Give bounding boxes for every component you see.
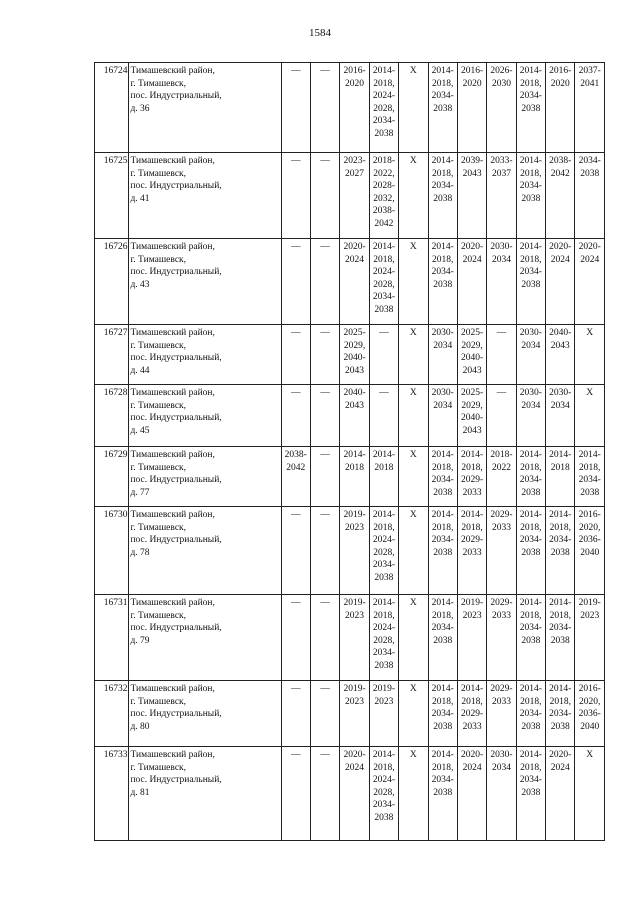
period-cell: 2020- 2024 [575, 239, 605, 325]
table-row [95, 507, 605, 595]
period-cell: — [281, 239, 310, 325]
table-row [95, 595, 605, 681]
period-cell: 2019- 2023 [369, 681, 398, 747]
period-cell: — [310, 325, 339, 385]
period-cell: 2016- 2020, 2036- 2040 [575, 507, 605, 595]
period-cell: 2014- 2018, 2034- 2038 [428, 447, 457, 507]
period-cell: 2014- 2018 [340, 447, 369, 507]
table-row [95, 325, 605, 385]
row-id: 16725 [95, 153, 129, 239]
period-cell: 2014- 2018, 2034- 2038 [516, 239, 545, 325]
period-cell: 2030- 2034 [428, 325, 457, 385]
period-cell: 2019- 2023 [340, 681, 369, 747]
period-cell: — [310, 63, 339, 153]
period-cell: — [310, 507, 339, 595]
period-cell: 2018- 2022, 2028- 2032, 2038- 2042 [369, 153, 398, 239]
row-address: Тимашевский район, г. Тимашевск, пос. Индустриальный, д. 77 [129, 447, 281, 507]
period-cell: — [281, 325, 310, 385]
table-row [95, 747, 605, 841]
row-address: Тимашевский район, г. Тимашевск, пос. Индустриальный, д. 79 [129, 595, 281, 681]
period-cell: — [369, 385, 398, 447]
row-address: Тимашевский район, г. Тимашевск, пос. Индустриальный, д. 44 [129, 325, 281, 385]
period-cell: 2019- 2023 [575, 595, 605, 681]
period-cell: 2040- 2043 [340, 385, 369, 447]
row-id: 16731 [95, 595, 129, 681]
period-cell: 2014- 2018, 2029- 2033 [457, 681, 486, 747]
period-cell: X [399, 681, 428, 747]
period-cell: — [310, 747, 339, 841]
row-id: 16727 [95, 325, 129, 385]
period-cell: 2025- 2029, 2040- 2043 [340, 325, 369, 385]
period-cell: 2014- 2018, 2034- 2038 [428, 63, 457, 153]
period-cell: 2014- 2018, 2034- 2038 [546, 681, 575, 747]
period-cell: 2030- 2034 [516, 385, 545, 447]
period-cell: 2025- 2029, 2040- 2043 [457, 325, 486, 385]
period-cell: — [310, 385, 339, 447]
period-cell: X [399, 447, 428, 507]
period-cell: X [399, 63, 428, 153]
schedule-table [94, 62, 605, 841]
period-cell: 2014- 2018, 2034- 2038 [428, 595, 457, 681]
row-address: Тимашевский район, г. Тимашевск, пос. Индустриальный, д. 78 [129, 507, 281, 595]
period-cell: — [310, 595, 339, 681]
period-cell: 2014- 2018, 2034- 2038 [516, 681, 545, 747]
period-cell: X [575, 385, 605, 447]
period-cell: — [281, 747, 310, 841]
row-address: Тимашевский район, г. Тимашевск, пос. Индустриальный, д. 41 [129, 153, 281, 239]
period-cell: 2038- 2042 [281, 447, 310, 507]
period-cell: X [399, 507, 428, 595]
row-id: 16726 [95, 239, 129, 325]
period-cell: — [281, 595, 310, 681]
period-cell: 2018- 2022 [487, 447, 516, 507]
period-cell: 2016- 2020 [340, 63, 369, 153]
period-cell: — [281, 63, 310, 153]
period-cell: 2014- 2018, 2034- 2038 [516, 595, 545, 681]
period-cell: 2039- 2043 [457, 153, 486, 239]
period-cell: 2030- 2034 [487, 239, 516, 325]
period-cell: 2014- 2018, 2034- 2038 [546, 595, 575, 681]
period-cell: 2020- 2024 [457, 747, 486, 841]
period-cell: — [487, 385, 516, 447]
period-cell: X [399, 747, 428, 841]
table-row [95, 447, 605, 507]
period-cell: 2014- 2018, 2029- 2033 [457, 447, 486, 507]
period-cell: 2014- 2018, 2034- 2038 [546, 507, 575, 595]
period-cell: 2029- 2033 [487, 507, 516, 595]
period-cell: 2014- 2018, 2034- 2038 [428, 507, 457, 595]
period-cell: X [399, 595, 428, 681]
period-cell: 2020- 2024 [340, 239, 369, 325]
row-address: Тимашевский район, г. Тимашевск, пос. Индустриальный, д. 81 [129, 747, 281, 841]
period-cell: X [575, 325, 605, 385]
row-id: 16730 [95, 507, 129, 595]
period-cell: 2014- 2018, 2024- 2028, 2034- 2038 [369, 507, 398, 595]
period-cell: 2014- 2018, 2034- 2038 [516, 153, 545, 239]
period-cell: 2020- 2024 [546, 747, 575, 841]
period-cell: 2038- 2042 [546, 153, 575, 239]
row-id: 16733 [95, 747, 129, 841]
period-cell: X [399, 325, 428, 385]
period-cell: 2014- 2018 [546, 447, 575, 507]
period-cell: — [369, 325, 398, 385]
period-cell: 2014- 2018, 2024- 2028, 2034- 2038 [369, 239, 398, 325]
period-cell: 2026- 2030 [487, 63, 516, 153]
row-id: 16724 [95, 63, 129, 153]
period-cell: — [310, 681, 339, 747]
period-cell: 2037- 2041 [575, 63, 605, 153]
period-cell: 2014- 2018, 2034- 2038 [428, 153, 457, 239]
period-cell: 2014- 2018, 2024- 2028, 2034- 2038 [369, 747, 398, 841]
period-cell: X [399, 239, 428, 325]
period-cell: 2030- 2034 [428, 385, 457, 447]
period-cell: X [399, 385, 428, 447]
period-cell: 2016- 2020, 2036- 2040 [575, 681, 605, 747]
period-cell: 2034- 2038 [575, 153, 605, 239]
period-cell: 2020- 2024 [340, 747, 369, 841]
table-row [95, 63, 605, 153]
table-row [95, 681, 605, 747]
period-cell: 2040- 2043 [546, 325, 575, 385]
period-cell: X [575, 747, 605, 841]
period-cell: 2019- 2023 [340, 507, 369, 595]
table-body [95, 63, 605, 841]
period-cell: 2014- 2018, 2034- 2038 [428, 747, 457, 841]
period-cell: 2016- 2020 [457, 63, 486, 153]
period-cell: 2014- 2018 [369, 447, 398, 507]
period-cell: — [310, 239, 339, 325]
period-cell: 2014- 2018, 2034- 2038 [428, 239, 457, 325]
period-cell: — [281, 681, 310, 747]
period-cell: 2030- 2034 [487, 747, 516, 841]
row-address: Тимашевский район, г. Тимашевск, пос. Индустриальный, д. 80 [129, 681, 281, 747]
row-id: 16728 [95, 385, 129, 447]
period-cell: 2020- 2024 [457, 239, 486, 325]
period-cell: 2019- 2023 [340, 595, 369, 681]
table-row [95, 239, 605, 325]
period-cell: 2030- 2034 [516, 325, 545, 385]
table-row [95, 385, 605, 447]
period-cell: 2014- 2018, 2029- 2033 [457, 507, 486, 595]
period-cell: — [310, 447, 339, 507]
period-cell: 2014- 2018, 2034- 2038 [516, 507, 545, 595]
period-cell: — [281, 507, 310, 595]
period-cell: 2014- 2018, 2024- 2028, 2034- 2038 [369, 63, 398, 153]
period-cell: 2014- 2018, 2034- 2038 [516, 63, 545, 153]
row-id: 16732 [95, 681, 129, 747]
period-cell: — [281, 385, 310, 447]
period-cell: — [487, 325, 516, 385]
period-cell: — [310, 153, 339, 239]
period-cell: 2025- 2029, 2040- 2043 [457, 385, 486, 447]
period-cell: 2014- 2018, 2034- 2038 [516, 447, 545, 507]
row-address: Тимашевский район, г. Тимашевск, пос. Индустриальный, д. 43 [129, 239, 281, 325]
period-cell: 2020- 2024 [546, 239, 575, 325]
period-cell: 2033- 2037 [487, 153, 516, 239]
period-cell: 2014- 2018, 2034- 2038 [428, 681, 457, 747]
period-cell: 2023- 2027 [340, 153, 369, 239]
row-id: 16729 [95, 447, 129, 507]
row-address: Тимашевский район, г. Тимашевск, пос. Индустриальный, д. 36 [129, 63, 281, 153]
row-address: Тимашевский район, г. Тимашевск, пос. Индустриальный, д. 45 [129, 385, 281, 447]
period-cell: 2030- 2034 [546, 385, 575, 447]
page-number: 1584 [309, 27, 331, 39]
period-cell: 2014- 2018, 2034- 2038 [516, 747, 545, 841]
period-cell: 2029- 2033 [487, 595, 516, 681]
period-cell: 2016- 2020 [546, 63, 575, 153]
period-cell: 2014- 2018, 2034- 2038 [575, 447, 605, 507]
period-cell: 2014- 2018, 2024- 2028, 2034- 2038 [369, 595, 398, 681]
period-cell: — [281, 153, 310, 239]
period-cell: X [399, 153, 428, 239]
period-cell: 2029- 2033 [487, 681, 516, 747]
period-cell: 2019- 2023 [457, 595, 486, 681]
table-row [95, 153, 605, 239]
